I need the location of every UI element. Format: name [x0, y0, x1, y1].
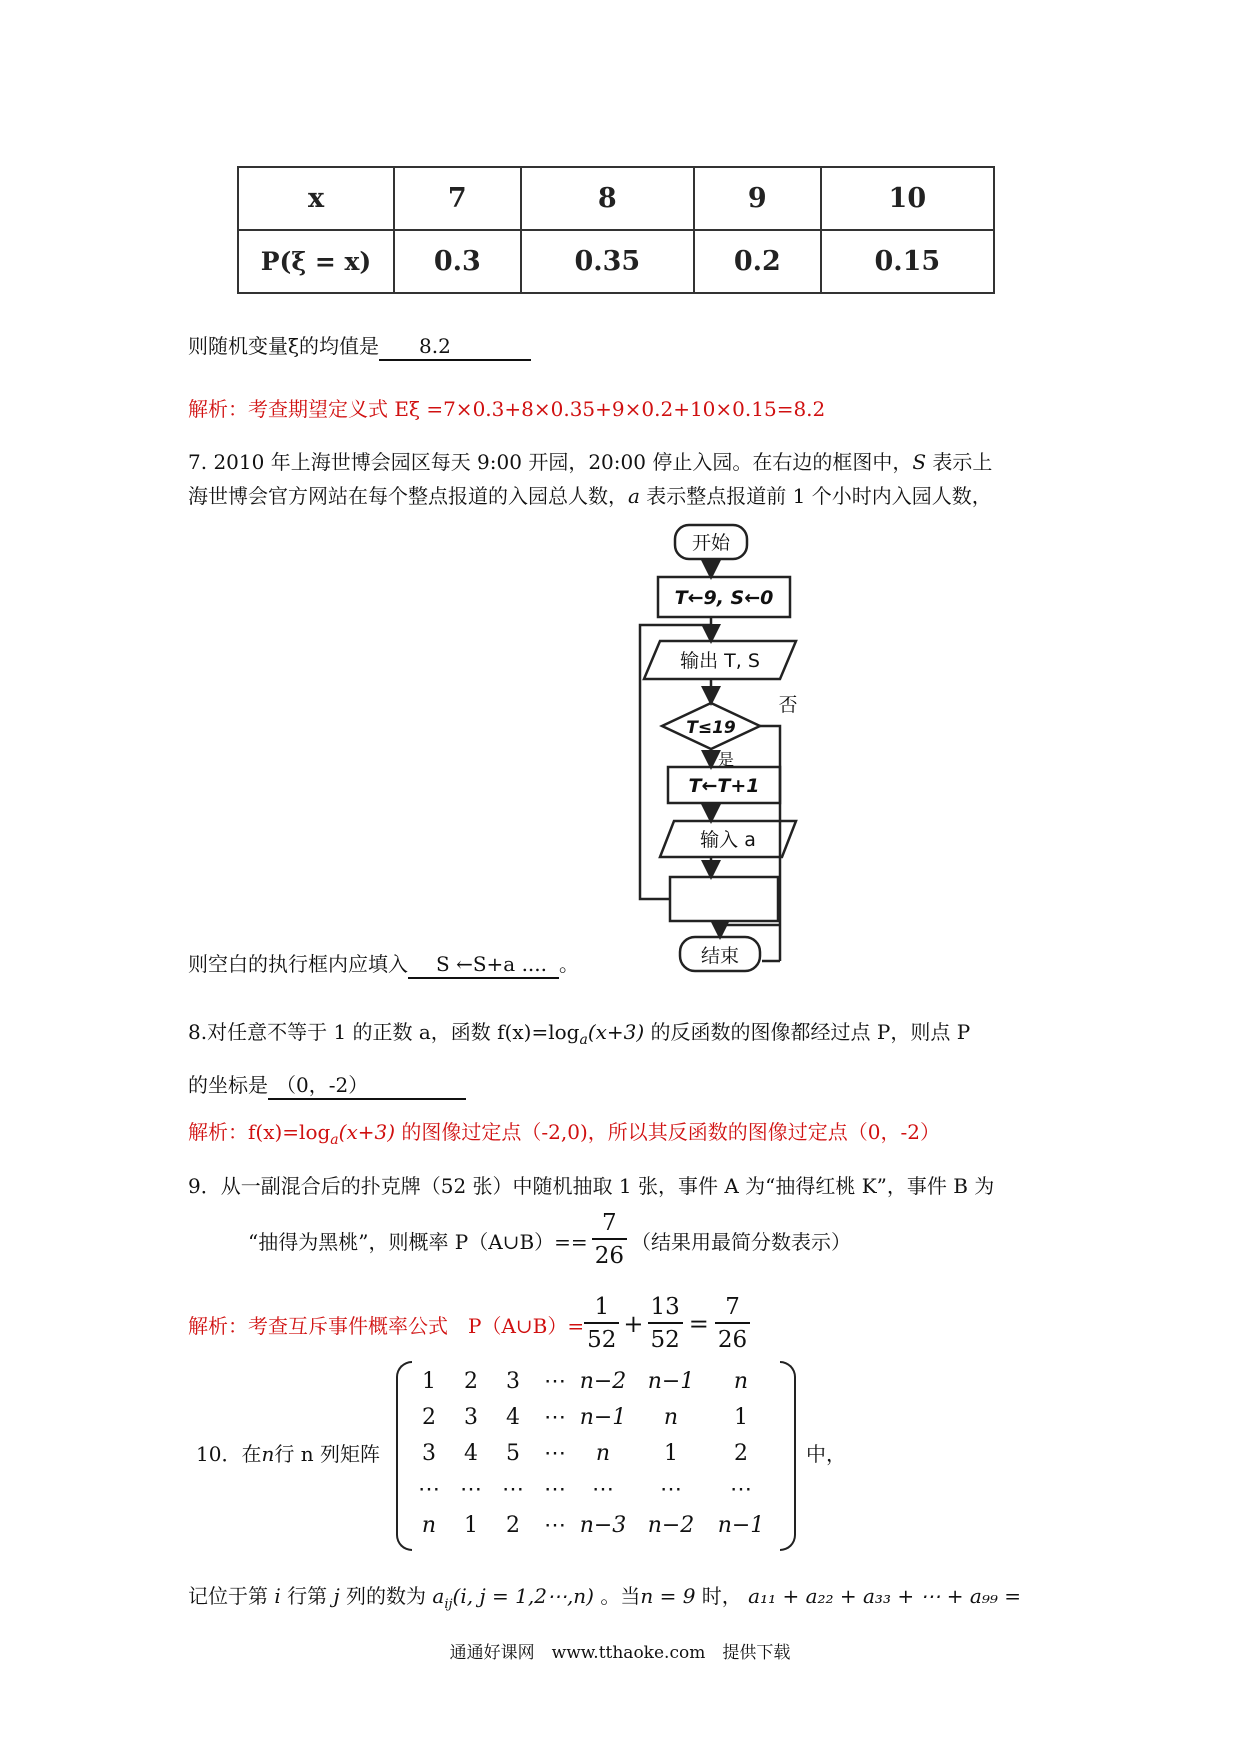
- matrix-cell: ⋯: [592, 1477, 614, 1502]
- fraction-numerator: 7: [592, 1208, 627, 1240]
- flowchart-output-label: 输出 T, S: [680, 650, 760, 672]
- table-header-row: [238, 167, 994, 230]
- matrix-cell: ⋯: [544, 1441, 566, 1466]
- matrix-cell: ⋯: [730, 1477, 752, 1502]
- q10-intro: [196, 1438, 380, 1467]
- matrix-cell: n: [421, 1513, 437, 1538]
- flowchart-blank-box: [670, 877, 778, 921]
- q8-solution-text: 的图像过定点（-2,0)，所以其反函数的图像过定点（0，-2）: [395, 1120, 940, 1144]
- q8-solution: [188, 1116, 940, 1156]
- q10-text: 时，: [701, 1584, 742, 1608]
- q7-fill: [188, 948, 579, 980]
- matrix-cell: ⋯: [544, 1513, 566, 1538]
- table-cell: 7: [394, 167, 521, 230]
- table-cell: x: [238, 167, 394, 230]
- flowchart-start-label: 开始: [691, 532, 731, 554]
- q10-text: 中，: [806, 1442, 846, 1466]
- q10-n-eq: n = 9: [640, 1584, 696, 1608]
- matrix-cell: 3: [464, 1405, 478, 1430]
- q7-line1: [188, 446, 992, 478]
- matrix-cell: ⋯: [544, 1369, 566, 1394]
- matrix-cell: 5: [506, 1441, 520, 1466]
- q8-log-arg: (x+3): [587, 1020, 645, 1044]
- matrix-cell: 4: [464, 1441, 478, 1466]
- q10-var-n: n: [261, 1442, 275, 1466]
- fraction-numerator: 1: [584, 1292, 619, 1324]
- fraction-numerator: 13: [648, 1292, 683, 1324]
- matrix-cell: n−2: [579, 1369, 627, 1394]
- q7-answer-expr: S+a: [472, 952, 516, 976]
- q10-aij-sub: ij: [444, 1597, 453, 1612]
- q9-line2: [248, 1208, 851, 1272]
- q7-period: 。: [559, 952, 580, 976]
- page-footer: 通通好课网 www.tthaoke.com 提供下载: [449, 1643, 791, 1663]
- fraction-denominator: 52: [650, 1327, 680, 1353]
- q8-text: 的反函数的图像都经过点 P，则点 P: [644, 1020, 971, 1044]
- q7-text: 表示上: [926, 450, 993, 474]
- q7-text: 海世博会官方网站在每个整点报道的入园总人数，: [188, 484, 628, 508]
- q8-text: 的坐标是: [188, 1073, 268, 1097]
- matrix-cell: 3: [506, 1369, 520, 1394]
- matrix-cell: ⋯: [460, 1477, 482, 1502]
- matrix-cell: ⋯: [544, 1477, 566, 1502]
- matrix-cell: n−1: [717, 1513, 765, 1538]
- q7-text: 表示整点报道前 1 个小时内入园人数，: [639, 484, 992, 508]
- q9-text: （结果用最简分数表示）: [630, 1229, 851, 1254]
- plus-sign: +: [623, 1310, 644, 1338]
- q9-line1: 9．从一副混合后的扑克牌（52 张）中随机抽取 1 张，事件 A 为“抽得红桃 K”，事件 B 为: [188, 1174, 995, 1198]
- q8-solution-text: 解析：f(x)=: [188, 1120, 300, 1144]
- q7-text: 7. 2010 年上海世博会园区每天 9:00 开园，20:00 停止入园。在右边的框图中，: [188, 450, 913, 474]
- matrix-right-paren: [780, 1361, 796, 1551]
- matrix-cell: n: [663, 1405, 679, 1430]
- q9-fraction-3: [715, 1292, 750, 1356]
- probability-table: [237, 166, 995, 294]
- q7-answer-dots: ....: [521, 952, 548, 976]
- q10-text: 列的数为: [346, 1584, 427, 1608]
- matrix-cell: 2: [734, 1441, 748, 1466]
- q8-solution-log-base: a: [330, 1132, 339, 1148]
- matrix-cell: ⋯: [660, 1477, 682, 1502]
- q6-answer: 8.2: [379, 333, 531, 361]
- table-cell: 8: [521, 167, 694, 230]
- q10-sum: a₁₁ + a₂₂ + a₃₃ + ⋯ + a₉₉ =: [748, 1584, 1021, 1608]
- matrix-cell: 2: [506, 1513, 520, 1538]
- q8-log-base: a: [579, 1032, 588, 1048]
- q9-fraction-2: [648, 1292, 683, 1356]
- q6-text: 则随机变量ξ的均值是: [188, 334, 380, 358]
- matrix-cell: n: [595, 1441, 611, 1466]
- q7-fill-text: 则空白的执行框内应填入: [188, 952, 408, 976]
- flowchart-init-label: T←9, S←0: [674, 587, 774, 609]
- table-cell: 0.15: [821, 230, 994, 293]
- fraction-denominator: 26: [717, 1327, 748, 1353]
- q8-line2: [188, 1069, 466, 1101]
- table-cell: 0.2: [694, 230, 821, 293]
- q10-text: 10．在: [196, 1442, 262, 1466]
- flowchart-increment-label: T←T+1: [688, 775, 760, 797]
- q10-last-line: [188, 1580, 1021, 1621]
- q7-var-a: a: [628, 484, 640, 508]
- q7-answer: [408, 951, 559, 979]
- q6-question: [188, 330, 531, 362]
- q10-text: 记位于第: [188, 1584, 268, 1608]
- equals-sign: =: [688, 1310, 709, 1338]
- matrix-cell: 4: [506, 1405, 520, 1430]
- matrix-cell: ⋯: [544, 1405, 566, 1430]
- q8-solution-log: log: [299, 1120, 331, 1144]
- q6-solution: 解析：考查期望定义式 Eξ =7×0.3+8×0.35+9×0.2+10×0.15=8.2: [188, 397, 826, 421]
- fraction-numerator: 7: [715, 1292, 750, 1324]
- q9-answer-fraction: [592, 1208, 627, 1272]
- matrix-cell: ⋯: [418, 1477, 440, 1502]
- table-row: [238, 230, 994, 293]
- q9-fraction-1: [584, 1292, 619, 1356]
- q7-answer-arrow: ←: [456, 952, 473, 976]
- matrix-cell: n−3: [579, 1513, 627, 1538]
- matrix-cell: 1: [464, 1513, 478, 1538]
- table-row-label: P(ξ = x): [238, 230, 394, 293]
- matrix-cell: 1: [734, 1405, 748, 1430]
- q8-log: log: [548, 1020, 580, 1044]
- flowchart-condition-label: T≤19: [686, 718, 736, 738]
- matrix-cell: 2: [464, 1369, 478, 1394]
- flowchart-no-label: 否: [778, 694, 798, 716]
- q10-range: (i, j = 1,2⋯,n): [452, 1584, 594, 1608]
- matrix: [396, 1361, 796, 1547]
- q7-var-s: S: [912, 450, 927, 474]
- q7-line2: [188, 480, 992, 512]
- q10-text: 行第: [287, 1584, 328, 1608]
- fraction-denominator: 52: [587, 1327, 617, 1353]
- matrix-cell: 1: [422, 1369, 436, 1394]
- matrix-cell: 2: [422, 1405, 436, 1430]
- q9-solution: [188, 1292, 750, 1356]
- flowchart: [620, 515, 820, 975]
- flowchart-input-label: 输入 a: [700, 829, 756, 851]
- flowchart-end-label: 结束: [700, 945, 740, 967]
- q10-var-j: j: [333, 1584, 340, 1608]
- matrix-cell: n−1: [647, 1369, 695, 1394]
- q8-text: 8.对任意不等于 1 的正数 a，函数 f(x)=: [188, 1020, 549, 1044]
- matrix-cell: 3: [422, 1441, 436, 1466]
- q8-answer: （0，-2）: [268, 1072, 466, 1100]
- matrix-cell: n: [733, 1369, 749, 1394]
- q10-var-i: i: [274, 1584, 281, 1608]
- table-cell: 0.35: [521, 230, 694, 293]
- q10-text: 行 n 列矩阵: [274, 1442, 380, 1466]
- q9-solution-text: 解析：考查互斥事件概率公式 P（A∪B）=: [188, 1313, 585, 1338]
- fraction-denominator: 26: [594, 1243, 624, 1269]
- q9-text: “抽得为黑桃”，则概率 P（A∪B）==: [248, 1229, 588, 1254]
- q10-text: 。当: [600, 1584, 641, 1608]
- matrix-cell: n−1: [579, 1405, 627, 1430]
- table-cell: 0.3: [394, 230, 521, 293]
- matrix-cell: ⋯: [502, 1477, 524, 1502]
- matrix-cell: n−2: [647, 1513, 695, 1538]
- table-cell: 9: [694, 167, 821, 230]
- q8-solution-log-arg: (x+3): [338, 1120, 396, 1144]
- flowchart-yes-label: 是: [717, 750, 735, 769]
- table-cell: 10: [821, 167, 994, 230]
- q10-aij: a: [432, 1584, 445, 1608]
- matrix-cell: 1: [664, 1441, 678, 1466]
- q8-line1: [188, 1016, 970, 1056]
- q7-answer-s: S: [436, 952, 450, 976]
